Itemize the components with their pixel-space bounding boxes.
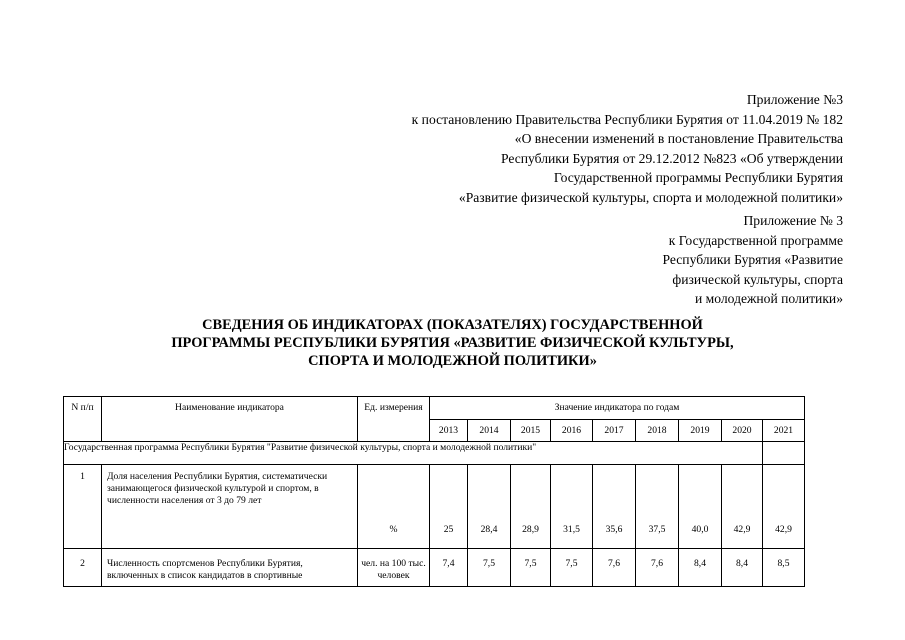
title-line: ПРОГРАММЫ РЕСПУБЛИКИ БУРЯТИЯ «РАЗВИТИЕ ФИЗИЧЕСКОЙ КУЛЬТУРЫ, [171, 335, 734, 351]
value-cell: 7,5 [551, 549, 593, 587]
appendix-line: Государственной программы Республики Бурятия [553, 170, 843, 186]
value-cell: 42,9 [722, 465, 763, 549]
appendix-line: Республики Бурятия от 29.12.2012 №823 «Об утверждении [500, 150, 843, 166]
year-cell: 2014 [468, 420, 511, 442]
value-cell: 7,5 [468, 549, 511, 587]
value-cell: 7,6 [593, 549, 636, 587]
value-cell: 8,5 [763, 549, 805, 587]
year-cell: 2016 [551, 420, 593, 442]
value-cell: 7,5 [511, 549, 551, 587]
header-name: Наименование индикатора [102, 397, 358, 442]
year-cell: 2020 [722, 420, 763, 442]
table-row [64, 465, 805, 549]
header-unit: Ед. измерения [358, 397, 430, 442]
appendix-line: Приложение №3 [746, 92, 843, 107]
year-cell: 2018 [636, 420, 679, 442]
appendix-line: «Развитие физической культуры, спорта и молодежной политики» [458, 189, 843, 205]
year-cell: 2017 [593, 420, 636, 442]
appendix-line: к Государственной программе [668, 232, 843, 248]
indicators-table [63, 396, 805, 587]
row-name: Численность спортсменов Республики Бурятия, включенных в список кандидатов в спортивные [102, 549, 358, 587]
value-cell: 40,0 [679, 465, 722, 549]
value-cell: 25 [430, 465, 468, 549]
value-cell: 31,5 [551, 465, 593, 549]
header-values: Значение индикатора по годам [430, 397, 805, 420]
year-cell: 2019 [679, 420, 722, 442]
value-cell: 8,4 [679, 549, 722, 587]
year-cell: 2013 [430, 420, 468, 442]
table-row [64, 549, 805, 587]
header-row [64, 397, 805, 420]
title-line: СВЕДЕНИЯ ОБ ИНДИКАТОРАХ (ПОКАЗАТЕЛЯХ) ГОСУДАРСТВЕННОЙ [202, 317, 703, 333]
appendix-line: к постановлению Правительства Республики Бурятия от 11.04.2019 № 182 [411, 111, 843, 127]
appendix-line: «О внесении изменений в постановление Правительства [514, 131, 843, 147]
value-cell: 7,4 [430, 549, 468, 587]
title-line: СПОРТА И МОЛОДЕЖНОЙ ПОЛИТИКИ» [308, 353, 597, 369]
row-unit: чел. на 100 тыс. человек [358, 549, 430, 587]
value-cell: 7,6 [636, 549, 679, 587]
appendix-line: и молодежной политики» [694, 291, 843, 307]
value-cell: 35,6 [593, 465, 636, 549]
value-cell: 8,4 [722, 549, 763, 587]
value-cell: 37,5 [636, 465, 679, 549]
appendix-line: Приложение № 3 [743, 213, 843, 228]
row-unit: % [358, 465, 430, 549]
year-cell: 2021 [763, 420, 805, 442]
header-num: N п/п [64, 397, 102, 442]
row-num: 1 [64, 465, 102, 549]
empty-cell [763, 442, 805, 465]
row-num: 2 [64, 549, 102, 587]
appendix-line: Республики Бурятия «Развитие [662, 252, 843, 268]
appendix-decree-reference [412, 90, 843, 208]
program-row [64, 442, 805, 465]
value-cell: 28,9 [511, 465, 551, 549]
appendix-line: физической культуры, спорта [672, 271, 843, 287]
row-name: Доля населения Республики Бурятия, систематически занимающегося физической культурой и спортом, в численности населения от 3 до 79 лет [102, 465, 358, 549]
value-cell: 42,9 [763, 465, 805, 549]
year-cell: 2015 [511, 420, 551, 442]
appendix-program-reference [663, 211, 843, 309]
program-label: Государственная программа Республики Бурятия "Развитие физической культуры, спорта и молодежной политики" [64, 442, 763, 465]
document-title [0, 316, 905, 370]
value-cell: 28,4 [468, 465, 511, 549]
